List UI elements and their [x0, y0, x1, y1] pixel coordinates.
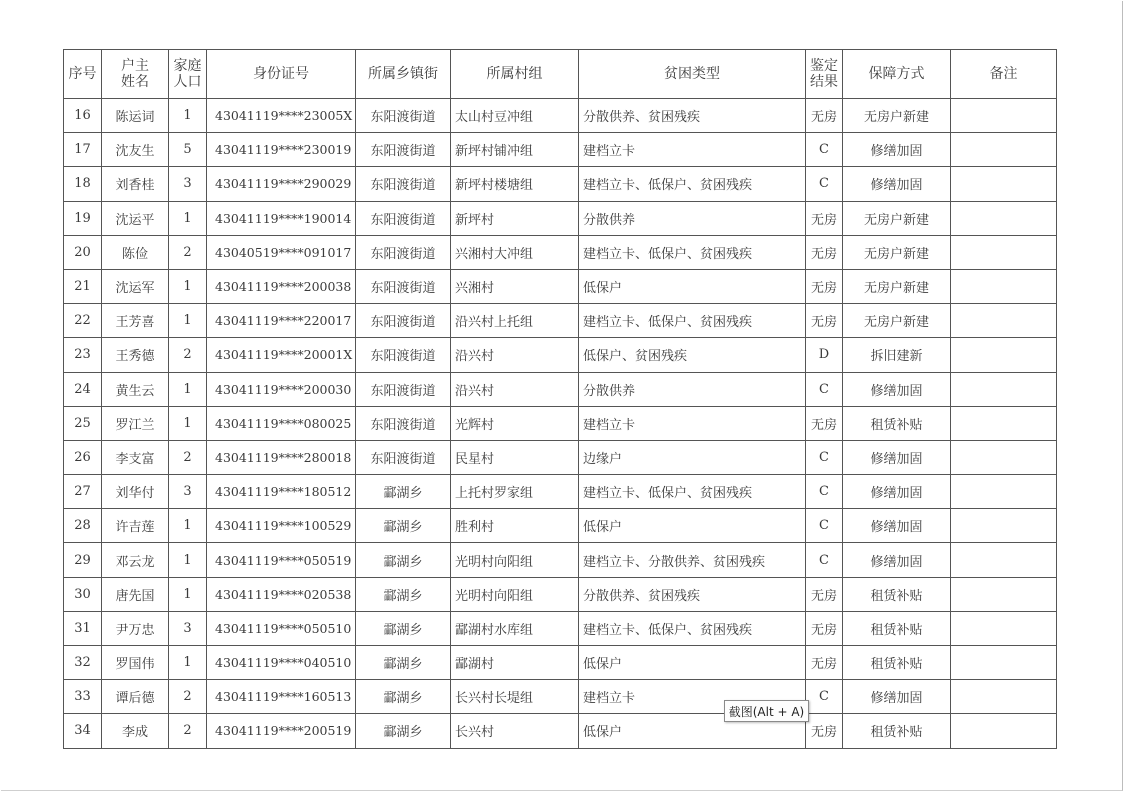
- cell-poverty-type: 分散供养: [579, 372, 806, 406]
- cell-householder-name: 陈俭: [102, 235, 169, 269]
- cell-poverty-type: 低保户: [579, 646, 806, 680]
- cell-poverty-type: 边缘户: [579, 440, 806, 474]
- table-row: [64, 269, 1057, 303]
- cell-id-number: 43041119****180512: [207, 475, 356, 509]
- cell-support-method: 无房户新建: [843, 235, 951, 269]
- cell-note: [951, 714, 1057, 748]
- cell-support-method: 修缮加固: [843, 167, 951, 201]
- cell-family-size: 1: [169, 543, 207, 577]
- cell-support-method: 无房户新建: [843, 99, 951, 133]
- cell-note: [951, 680, 1057, 714]
- cell-family-size: 2: [169, 680, 207, 714]
- cell-town: 东阳渡街道: [356, 133, 451, 167]
- cell-note: [951, 167, 1057, 201]
- cell-family-size: 3: [169, 475, 207, 509]
- table-row: [64, 133, 1057, 167]
- cell-support-method: 修缮加固: [843, 543, 951, 577]
- cell-town: 东阳渡街道: [356, 201, 451, 235]
- cell-householder-name: 刘华付: [102, 475, 169, 509]
- cell-evaluation-result: 无房: [806, 201, 843, 235]
- cell-family-size: 2: [169, 235, 207, 269]
- cell-householder-name: 罗国伟: [102, 646, 169, 680]
- cell-village: 沿兴村: [451, 338, 579, 372]
- cell-evaluation-result: 无房: [806, 304, 843, 338]
- cell-poverty-type: 分散供养: [579, 201, 806, 235]
- cell-support-method: 拆旧建新: [843, 338, 951, 372]
- cell-householder-name: 尹万忠: [102, 611, 169, 645]
- cell-note: [951, 577, 1057, 611]
- cell-householder-name: 沈运平: [102, 201, 169, 235]
- cell-householder-name: 王芳喜: [102, 304, 169, 338]
- cell-householder-name: 陈运词: [102, 99, 169, 133]
- cell-id-number: 43041119****040510: [207, 646, 356, 680]
- cell-householder-name: 许吉莲: [102, 509, 169, 543]
- cell-town: 酃湖乡: [356, 509, 451, 543]
- cell-town: 酃湖乡: [356, 646, 451, 680]
- cell-id-number: 43041119****280018: [207, 440, 356, 474]
- cell-village: 民星村: [451, 440, 579, 474]
- cell-family-size: 1: [169, 99, 207, 133]
- housing-assistance-table: [63, 49, 1057, 749]
- cell-evaluation-result: D: [806, 338, 843, 372]
- table-row: [64, 611, 1057, 645]
- cell-id-number: 43041119****050510: [207, 611, 356, 645]
- cell-village: 沿兴村上托组: [451, 304, 579, 338]
- cell-id-number: 43041119****160513: [207, 680, 356, 714]
- cell-householder-name: 黄生云: [102, 372, 169, 406]
- table-row: [64, 406, 1057, 440]
- cell-family-size: 1: [169, 372, 207, 406]
- cell-support-method: 无房户新建: [843, 304, 951, 338]
- cell-poverty-type: 建档立卡、低保户、贫困残疾: [579, 611, 806, 645]
- cell-evaluation-result: C: [806, 475, 843, 509]
- cell-id-number: 43041119****290029: [207, 167, 356, 201]
- table-row: [64, 577, 1057, 611]
- cell-town: 酃湖乡: [356, 577, 451, 611]
- cell-family-size: 3: [169, 611, 207, 645]
- header-poverty-type: 贫困类型: [579, 50, 806, 99]
- cell-village: 新坪村铺冲组: [451, 133, 579, 167]
- cell-id-number: 43041119****190014: [207, 201, 356, 235]
- cell-support-method: 修缮加固: [843, 133, 951, 167]
- cell-village: 光明村向阳组: [451, 577, 579, 611]
- cell-family-size: 1: [169, 509, 207, 543]
- cell-family-size: 1: [169, 201, 207, 235]
- cell-town: 东阳渡街道: [356, 440, 451, 474]
- cell-householder-name: 李支富: [102, 440, 169, 474]
- cell-village: 上托村罗家组: [451, 475, 579, 509]
- table-row: [64, 304, 1057, 338]
- cell-support-method: 修缮加固: [843, 475, 951, 509]
- cell-poverty-type: 建档立卡、分散供养、贫困残疾: [579, 543, 806, 577]
- header-method: 保障方式: [843, 50, 951, 99]
- cell-evaluation-result: 无房: [806, 269, 843, 303]
- table-row: [64, 201, 1057, 235]
- cell-id-number: 43041119****20001X: [207, 338, 356, 372]
- table-row: [64, 646, 1057, 680]
- cell-householder-name: 谭后德: [102, 680, 169, 714]
- cell-poverty-type: 分散供养、贫困残疾: [579, 577, 806, 611]
- cell-town: 东阳渡街道: [356, 269, 451, 303]
- cell-note: [951, 338, 1057, 372]
- cell-support-method: 修缮加固: [843, 680, 951, 714]
- cell-note: [951, 611, 1057, 645]
- cell-row-number: 22: [64, 304, 102, 338]
- cell-row-number: 21: [64, 269, 102, 303]
- cell-householder-name: 李成: [102, 714, 169, 748]
- cell-family-size: 1: [169, 304, 207, 338]
- header-note: 备注: [951, 50, 1057, 99]
- cell-note: [951, 304, 1057, 338]
- cell-evaluation-result: C: [806, 509, 843, 543]
- cell-id-number: 43041119****100529: [207, 509, 356, 543]
- cell-family-size: 2: [169, 440, 207, 474]
- cell-town: 东阳渡街道: [356, 406, 451, 440]
- cell-note: [951, 99, 1057, 133]
- cell-town: 东阳渡街道: [356, 99, 451, 133]
- table-row: [64, 714, 1057, 748]
- cell-evaluation-result: C: [806, 680, 843, 714]
- cell-family-size: 1: [169, 269, 207, 303]
- cell-village: 酃湖村水库组: [451, 611, 579, 645]
- cell-householder-name: 罗江兰: [102, 406, 169, 440]
- cell-note: [951, 509, 1057, 543]
- table-row: [64, 338, 1057, 372]
- header-no: 序号: [64, 50, 102, 99]
- cell-town: 东阳渡街道: [356, 338, 451, 372]
- cell-evaluation-result: C: [806, 440, 843, 474]
- cell-town: 酃湖乡: [356, 543, 451, 577]
- table-row: [64, 167, 1057, 201]
- cell-poverty-type: 建档立卡、低保户、贫困残疾: [579, 235, 806, 269]
- cell-row-number: 29: [64, 543, 102, 577]
- cell-village: 新坪村: [451, 201, 579, 235]
- header-row: [64, 50, 1057, 99]
- cell-row-number: 17: [64, 133, 102, 167]
- cell-village: 兴湘村大冲组: [451, 235, 579, 269]
- cell-evaluation-result: 无房: [806, 611, 843, 645]
- cell-householder-name: 邓云龙: [102, 543, 169, 577]
- cell-evaluation-result: C: [806, 372, 843, 406]
- cell-support-method: 租赁补贴: [843, 714, 951, 748]
- cell-family-size: 1: [169, 406, 207, 440]
- table-row: [64, 235, 1057, 269]
- cell-evaluation-result: 无房: [806, 406, 843, 440]
- cell-town: 东阳渡街道: [356, 167, 451, 201]
- cell-note: [951, 235, 1057, 269]
- cell-village: 光明村向阳组: [451, 543, 579, 577]
- cell-poverty-type: 建档立卡: [579, 406, 806, 440]
- table-row: [64, 372, 1057, 406]
- cell-id-number: 43041119****230019: [207, 133, 356, 167]
- table-row: [64, 99, 1057, 133]
- cell-poverty-type: 低保户、贫困残疾: [579, 338, 806, 372]
- cell-town: 酃湖乡: [356, 475, 451, 509]
- cell-note: [951, 475, 1057, 509]
- table-row: [64, 440, 1057, 474]
- cell-note: [951, 543, 1057, 577]
- cell-family-size: 5: [169, 133, 207, 167]
- cell-village: 长兴村: [451, 714, 579, 748]
- cell-evaluation-result: 无房: [806, 99, 843, 133]
- cell-row-number: 34: [64, 714, 102, 748]
- cell-householder-name: 沈友生: [102, 133, 169, 167]
- cell-poverty-type: 建档立卡: [579, 680, 806, 714]
- cell-id-number: 43041119****200038: [207, 269, 356, 303]
- cell-row-number: 27: [64, 475, 102, 509]
- cell-row-number: 19: [64, 201, 102, 235]
- cell-evaluation-result: 无房: [806, 235, 843, 269]
- cell-town: 酃湖乡: [356, 611, 451, 645]
- cell-note: [951, 406, 1057, 440]
- cell-town: 酃湖乡: [356, 714, 451, 748]
- cell-poverty-type: 建档立卡: [579, 133, 806, 167]
- cell-village: 太山村豆冲组: [451, 99, 579, 133]
- cell-support-method: 租赁补贴: [843, 577, 951, 611]
- cell-poverty-type: 建档立卡、低保户、贫困残疾: [579, 167, 806, 201]
- header-population: 家庭 人口: [169, 50, 207, 99]
- cell-poverty-type: 建档立卡、低保户、贫困残疾: [579, 475, 806, 509]
- cell-support-method: 无房户新建: [843, 269, 951, 303]
- cell-id-number: 43041119****23005X: [207, 99, 356, 133]
- cell-village: 兴湘村: [451, 269, 579, 303]
- cell-village: 长兴村长堤组: [451, 680, 579, 714]
- cell-support-method: 租赁补贴: [843, 646, 951, 680]
- cell-family-size: 2: [169, 714, 207, 748]
- cell-village: 酃湖村: [451, 646, 579, 680]
- cell-support-method: 修缮加固: [843, 372, 951, 406]
- cell-id-number: 43041119****200030: [207, 372, 356, 406]
- cell-family-size: 1: [169, 646, 207, 680]
- cell-support-method: 租赁补贴: [843, 611, 951, 645]
- cell-village: 光辉村: [451, 406, 579, 440]
- header-id-number: 身份证号: [207, 50, 356, 99]
- cell-householder-name: 沈运军: [102, 269, 169, 303]
- cell-row-number: 32: [64, 646, 102, 680]
- table-row: [64, 680, 1057, 714]
- cell-evaluation-result: C: [806, 167, 843, 201]
- cell-id-number: 43041119****020538: [207, 577, 356, 611]
- cell-id-number: 43041119****080025: [207, 406, 356, 440]
- cell-row-number: 23: [64, 338, 102, 372]
- cell-row-number: 18: [64, 167, 102, 201]
- cell-village: 新坪村楼塘组: [451, 167, 579, 201]
- cell-id-number: 43040519****091017: [207, 235, 356, 269]
- header-village: 所属村组: [451, 50, 579, 99]
- header-town: 所属乡镇街: [356, 50, 451, 99]
- cell-evaluation-result: C: [806, 133, 843, 167]
- cell-householder-name: 唐先国: [102, 577, 169, 611]
- cell-note: [951, 133, 1057, 167]
- cell-row-number: 30: [64, 577, 102, 611]
- header-name: 户主 姓名: [102, 50, 169, 99]
- cell-poverty-type: 分散供养、贫困残疾: [579, 99, 806, 133]
- header-evaluation: 鉴定 结果: [806, 50, 843, 99]
- cell-id-number: 43041119****050519: [207, 543, 356, 577]
- cell-row-number: 33: [64, 680, 102, 714]
- cell-town: 酃湖乡: [356, 680, 451, 714]
- cell-town: 东阳渡街道: [356, 235, 451, 269]
- cell-family-size: 2: [169, 338, 207, 372]
- cell-support-method: 租赁补贴: [843, 406, 951, 440]
- table-body: [64, 99, 1057, 749]
- cell-evaluation-result: 无房: [806, 577, 843, 611]
- cell-id-number: 43041119****220017: [207, 304, 356, 338]
- screenshot-tooltip: 截图(Alt + A): [724, 700, 809, 722]
- cell-evaluation-result: C: [806, 543, 843, 577]
- cell-row-number: 24: [64, 372, 102, 406]
- cell-poverty-type: 低保户: [579, 509, 806, 543]
- cell-row-number: 31: [64, 611, 102, 645]
- cell-poverty-type: 低保户: [579, 269, 806, 303]
- cell-row-number: 20: [64, 235, 102, 269]
- cell-note: [951, 440, 1057, 474]
- cell-village: 沿兴村: [451, 372, 579, 406]
- cell-note: [951, 372, 1057, 406]
- cell-poverty-type: 建档立卡、低保户、贫困残疾: [579, 304, 806, 338]
- cell-support-method: 修缮加固: [843, 509, 951, 543]
- cell-householder-name: 刘香桂: [102, 167, 169, 201]
- cell-evaluation-result: 无房: [806, 646, 843, 680]
- cell-note: [951, 646, 1057, 680]
- cell-family-size: 1: [169, 577, 207, 611]
- cell-poverty-type: 低保户: [579, 714, 806, 748]
- cell-row-number: 16: [64, 99, 102, 133]
- cell-id-number: 43041119****200519: [207, 714, 356, 748]
- cell-note: [951, 269, 1057, 303]
- table-row: [64, 475, 1057, 509]
- cell-support-method: 无房户新建: [843, 201, 951, 235]
- cell-row-number: 26: [64, 440, 102, 474]
- cell-town: 东阳渡街道: [356, 304, 451, 338]
- cell-row-number: 25: [64, 406, 102, 440]
- cell-householder-name: 王秀德: [102, 338, 169, 372]
- cell-village: 胜利村: [451, 509, 579, 543]
- cell-row-number: 28: [64, 509, 102, 543]
- cell-evaluation-result: 无房: [806, 714, 843, 748]
- table-row: [64, 543, 1057, 577]
- table-row: [64, 509, 1057, 543]
- cell-support-method: 修缮加固: [843, 440, 951, 474]
- cell-town: 东阳渡街道: [356, 372, 451, 406]
- cell-note: [951, 201, 1057, 235]
- cell-family-size: 3: [169, 167, 207, 201]
